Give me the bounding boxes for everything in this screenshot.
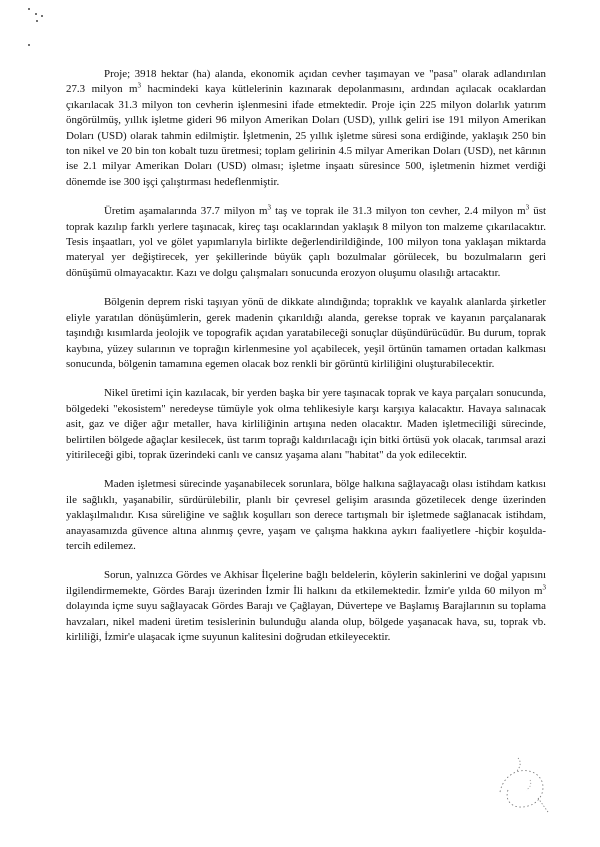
paragraph-p1 <box>66 67 546 190</box>
paragraph-text: Üretim aşamalarında 37.7 milyon m <box>104 205 268 218</box>
paragraph-p5 <box>66 477 546 554</box>
scan-speck <box>28 44 30 46</box>
paragraph-p4 <box>66 386 546 463</box>
superscript: 3 <box>137 81 142 90</box>
scan-speck <box>28 8 30 10</box>
document-body <box>66 67 546 659</box>
scan-speck <box>36 20 38 22</box>
paragraph-text: Sorun, yalnızca Gördes ve Akhisar İlçelerine bağlı beldelerin, köylerin sakinlerini ve doğal yapısını ilgilendirmemekte, Gördes Barajı üzerinden İzmir İli halkını da etkilemektedir. İzmir'e yılda 60 milyon m <box>66 569 546 597</box>
signature-mark <box>490 752 560 820</box>
paragraph-text: hacmindeki kaya kütlelerinin kazınarak depolanmasını, ardından açılacak ocaklardan çıkarılacak 31.3 milyon ton cevherin işlenmesini ifade etmektedir. Proje için 225 milyon dolarlık yatırım öngörülmüş, yıllık işletme gideri 96 milyon Amerikan Doları (USD), yıllık geliri ise 191 milyon Amerikan Doları (USD) olarak tahmin edilmiştir. İşletmenin, 25 yıllık işletme süresi sona erdiğinde, yaklaşık 250 bin ton nikel ve 20 bin ton kobalt tuzu üretmesi; toplam gelirinin 4.5 milyar Amerikan Doları (USD), net kârının ise 2.1 milyar Amerikan Doları (USD) olması; işletme inşaatı süresince 500, işletmenin hizmet verdiği dönemde ise 300 işçi çalıştırması hedeflenmiştir. <box>66 83 546 188</box>
paragraph-text: Proje; 3918 hektar (ha) alanda, ekonomik açıdan cevher taşımayan ve "pasa" olarak adlandırılan 27.3 milyon m <box>66 68 546 96</box>
paragraph-text: Nikel üretimi için kazılacak, bir yerden başka bir yere taşınacak toprak ve kaya parçaları sonucunda, bölgedeki "ekosistem" neredeyse tümüyle yok olma tehlikesiyle karşı karşıya kalacaktır. Havaya salınacak asit, gaz ve diğer ağır metaller, hava kirliliğinin artışına neden olacaktır. Maden işletmeciliği sürecinde, belirtilen bölgede ağaçlar kesilecek, üst tarım toprağı kaldırılacağı için bitki örtüsü yok olacak, tarımsal arazi yitirileceği gibi, toprak üzerindeki canlı ve cansız yaşama alanı "habitat" da yok edilecektir. <box>66 387 546 461</box>
superscript: 3 <box>542 583 546 592</box>
paragraph-p6 <box>66 568 546 645</box>
paragraph-text: üst toprak kazılıp farklı yerlere taşınacak, kireç taşı ocaklarından yaklaşık 8 milyon ton malzeme çıkarılacaktır. Tesis inşaatları, yol ve gölet yapımlarıyla birlikte değerlendirildiğinde, 100 milyon tona yaklaşan miktarda materyal yer değiştirecek, yer şekillerinde büyük çaplı bozulmalar görülecek, bu bozulmaların geri dönüşümü olmayacaktır. Kazı ve dolgu çalışmaları sonucunda erozyon oluşumu olasılığı artacaktır. <box>66 205 547 279</box>
superscript: 3 <box>525 203 530 212</box>
paragraph-text: dolayında içme suyu sağlayacak Gördes Barajı ve Çağlayan, Düvertepe ve Başlamış Barajlarının su toplama havzaları, nikel madeni üretim tesislerinin bulunduğu alanda olup, bölgede yaşanacak hava, su, toprak vb. kirliliği, İzmir'e ulaşacak içme suyunun kalitesini doğrudan etkileyecektir. <box>66 600 546 643</box>
superscript: 3 <box>267 203 272 212</box>
paragraph-text: taş ve toprak ile 31.3 milyon ton cevher, 2.4 milyon m <box>271 205 526 218</box>
paragraph-text: Bölgenin deprem riski taşıyan yönü de dikkate alındığında; topraklık ve kayalık alanlarda şirketler eliyle yaratılan dönüşümlerin, gerek madenin çıkarıldığı alanda, gerekse toprak ve kayanın parçalanarak taşındığı kısımlarda jeolojik ve topografik açıdan yaratabileceği sonuçlar düşündürücüdür. Bu durum, toprak kaybına, yüzey sularının ve toprağın kirlenmesine yol açabilecek, yeşil örtünün tamamen ortadan kalkması sonucunda, bölgenin tamamına egemen olacak boz renkli bir görüntü kirliliğini oluşturabilecektir. <box>66 296 546 370</box>
paragraph-p3 <box>66 295 546 372</box>
paragraph-p2 <box>66 204 546 281</box>
scan-speck <box>35 13 37 15</box>
paragraph-text: Maden işletmesi sürecinde yaşanabilecek sorunlara, bölge halkına sağlayacağı olası istihdam katkısı ile sağlıklı, yaşanabilir, sürdürülebilir, planlı bir çevresel gelişim arasında gözetilecek denge üzerinden yaklaşılmalıdır. Kısa süreliğine ve sağlık koşulları son derece tartışmalı bir işletmede sağlanacak istihdam, anayasamızda güvence altına alınmış çevre, yaşam ve çalışma hakkına aykırı faaliyetlere -hiçbir koşulda- tercih edilemez. <box>66 478 546 552</box>
scan-speck <box>41 15 43 17</box>
